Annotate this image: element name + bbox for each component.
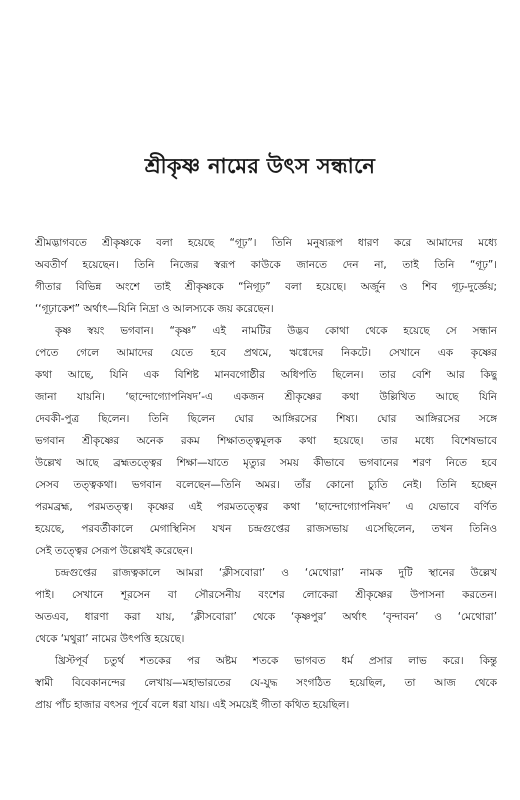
chapter-title: শ্রীকৃষ্ণ নামের উৎস সন্ধানে — [144, 154, 376, 178]
text-line: অবতীর্ণ হয়েছেন। তিনি নিজের স্বরূপ কাউকে জানতে দেন না, তাই তিনি “গূঢ়”। — [35, 259, 497, 271]
text-line: থেকে ‘মথুরা’ নামের উৎপত্তি হয়েছে। — [35, 633, 185, 645]
text-line: কথা আছে, যিনি এক বিশিষ্ট মানবগোষ্ঠীর অধিপতি ছিলেন। তার বেশি আর কিছু — [35, 369, 497, 381]
body-text — [35, 232, 497, 716]
text-line: পেতে গেলে আমাদের যেতে হবে প্রথমে, ঋগ্বেদের নিকটে। সেখানে এক কৃষ্ণের — [35, 347, 497, 359]
text-line: কৃষ্ণ স্বয়ং ভগবান। “কৃষ্ণ” এই নামটির উদ্ভব কোথা থেকে হয়েছে সে সন্ধান — [55, 325, 497, 337]
text-line: গীতার বিভিন্ন অংশে তাই শ্রীকৃষ্ণকে “নিগূঢ়” বলা হয়েছে। অর্জুন ও শিব গূঢ়-দুর্জ্ঞেয়; — [35, 281, 497, 293]
text-line: পরমব্রহ্ম, পরমতত্ত্ব। কৃষ্ণের এই পরমতত্ত্বের কথা ‘ছান্দোগ্যোপনিষদ’ এ যেভাবে বর্ণিত — [35, 501, 497, 513]
text-line: ভগবান শ্রীকৃষ্ণের অনেক রকম শিক্ষাতত্ত্বমূলক কথা হয়েছে। তার মধ্যে বিশেষভাবে — [35, 435, 497, 447]
text-line: জানা যায়নি। ‘ছান্দোগ্যোপনিষদ’-এ একজন শ্রীকৃষ্ণের কথা উল্লিখিত আছে যিনি — [35, 391, 497, 403]
text-line: উল্লেখ আছে ব্রহ্মতত্ত্বের শিক্ষা—যাতে মৃত্যুর সময় কীভাবে ভগবানের শরণ নিতে হবে — [35, 457, 497, 469]
paragraph — [35, 232, 497, 320]
text-line: প্রায় পাঁচ হাজার বৎসর পূর্বে বলে ধরা যায়। এই সময়েই গীতা কথিত হয়েছিল। — [35, 699, 350, 711]
paragraph — [35, 562, 497, 650]
text-line: সেসব তত্ত্বকথা। ভগবান বলেছেন—তিনি অমর। তাঁর কোনো চ্যুতি নেই। তিনি হচ্ছেন — [35, 479, 497, 491]
text-line: হয়েছে, পরবর্তীকালে মেগাস্থিনিস যখন চন্দ্রগুপ্তের রাজসভায় এসেছিলেন, তখন তিনিও — [35, 523, 497, 535]
text-line: চন্দ্রগুপ্তের রাজত্বকালে আমরা ‘ক্লীসবোরা’ ও ‘মেথোরা’ নামক দুটি স্থানের উল্লেখ — [55, 567, 497, 579]
text-line: খ্রিস্টপূর্ব চতুর্থ শতকের পর অষ্টম শতকে ভাগবত ধর্ম প্রসার লাভ করে। কিন্তু — [55, 655, 497, 667]
text-line: দেবকী-পুত্র ছিলেন। তিনি ছিলেন ঘোর আঙ্গিরসের শিষ্য। ঘোর আঙ্গিরসের সঙ্গে — [35, 413, 497, 425]
text-line: স্বামী বিবেকানন্দের লেখায়—মহাভারতের যে-যুদ্ধ সংগঠিত হয়েছিল, তা আজ থেকে — [35, 677, 497, 689]
text-line: সেই তত্ত্বের সেরূপ উল্লেখই করেছেন। — [35, 545, 193, 557]
text-line: শ্রীমদ্ভাগবতে শ্রীকৃষ্ণকে বলা হয়েছে “গূঢ়”। তিনি মনুষ্যরূপ ধারণ করে আমাদের মধ্যে — [35, 237, 497, 249]
text-line: ‘‘গূঢ়াকেশ” অর্থাৎ—যিনি নিদ্রা ও আলস্যকে জয় করেছেন। — [35, 303, 274, 315]
paragraph — [35, 650, 497, 716]
paragraph — [35, 320, 497, 562]
text-line: অতএব, ধারণা করা যায়, ‘ক্লীসবোরা’ থেকে ‘কৃষ্ণপুর’ অর্থাৎ ‘বৃন্দাবন’ ও ‘মেথোরা’ — [35, 611, 497, 623]
text-line: পাই। সেখানে শূরসেন বা সৌরসেনীয় বংশের লোকেরা শ্রীকৃষ্ণের উপাসনা করতেন। — [35, 589, 497, 601]
